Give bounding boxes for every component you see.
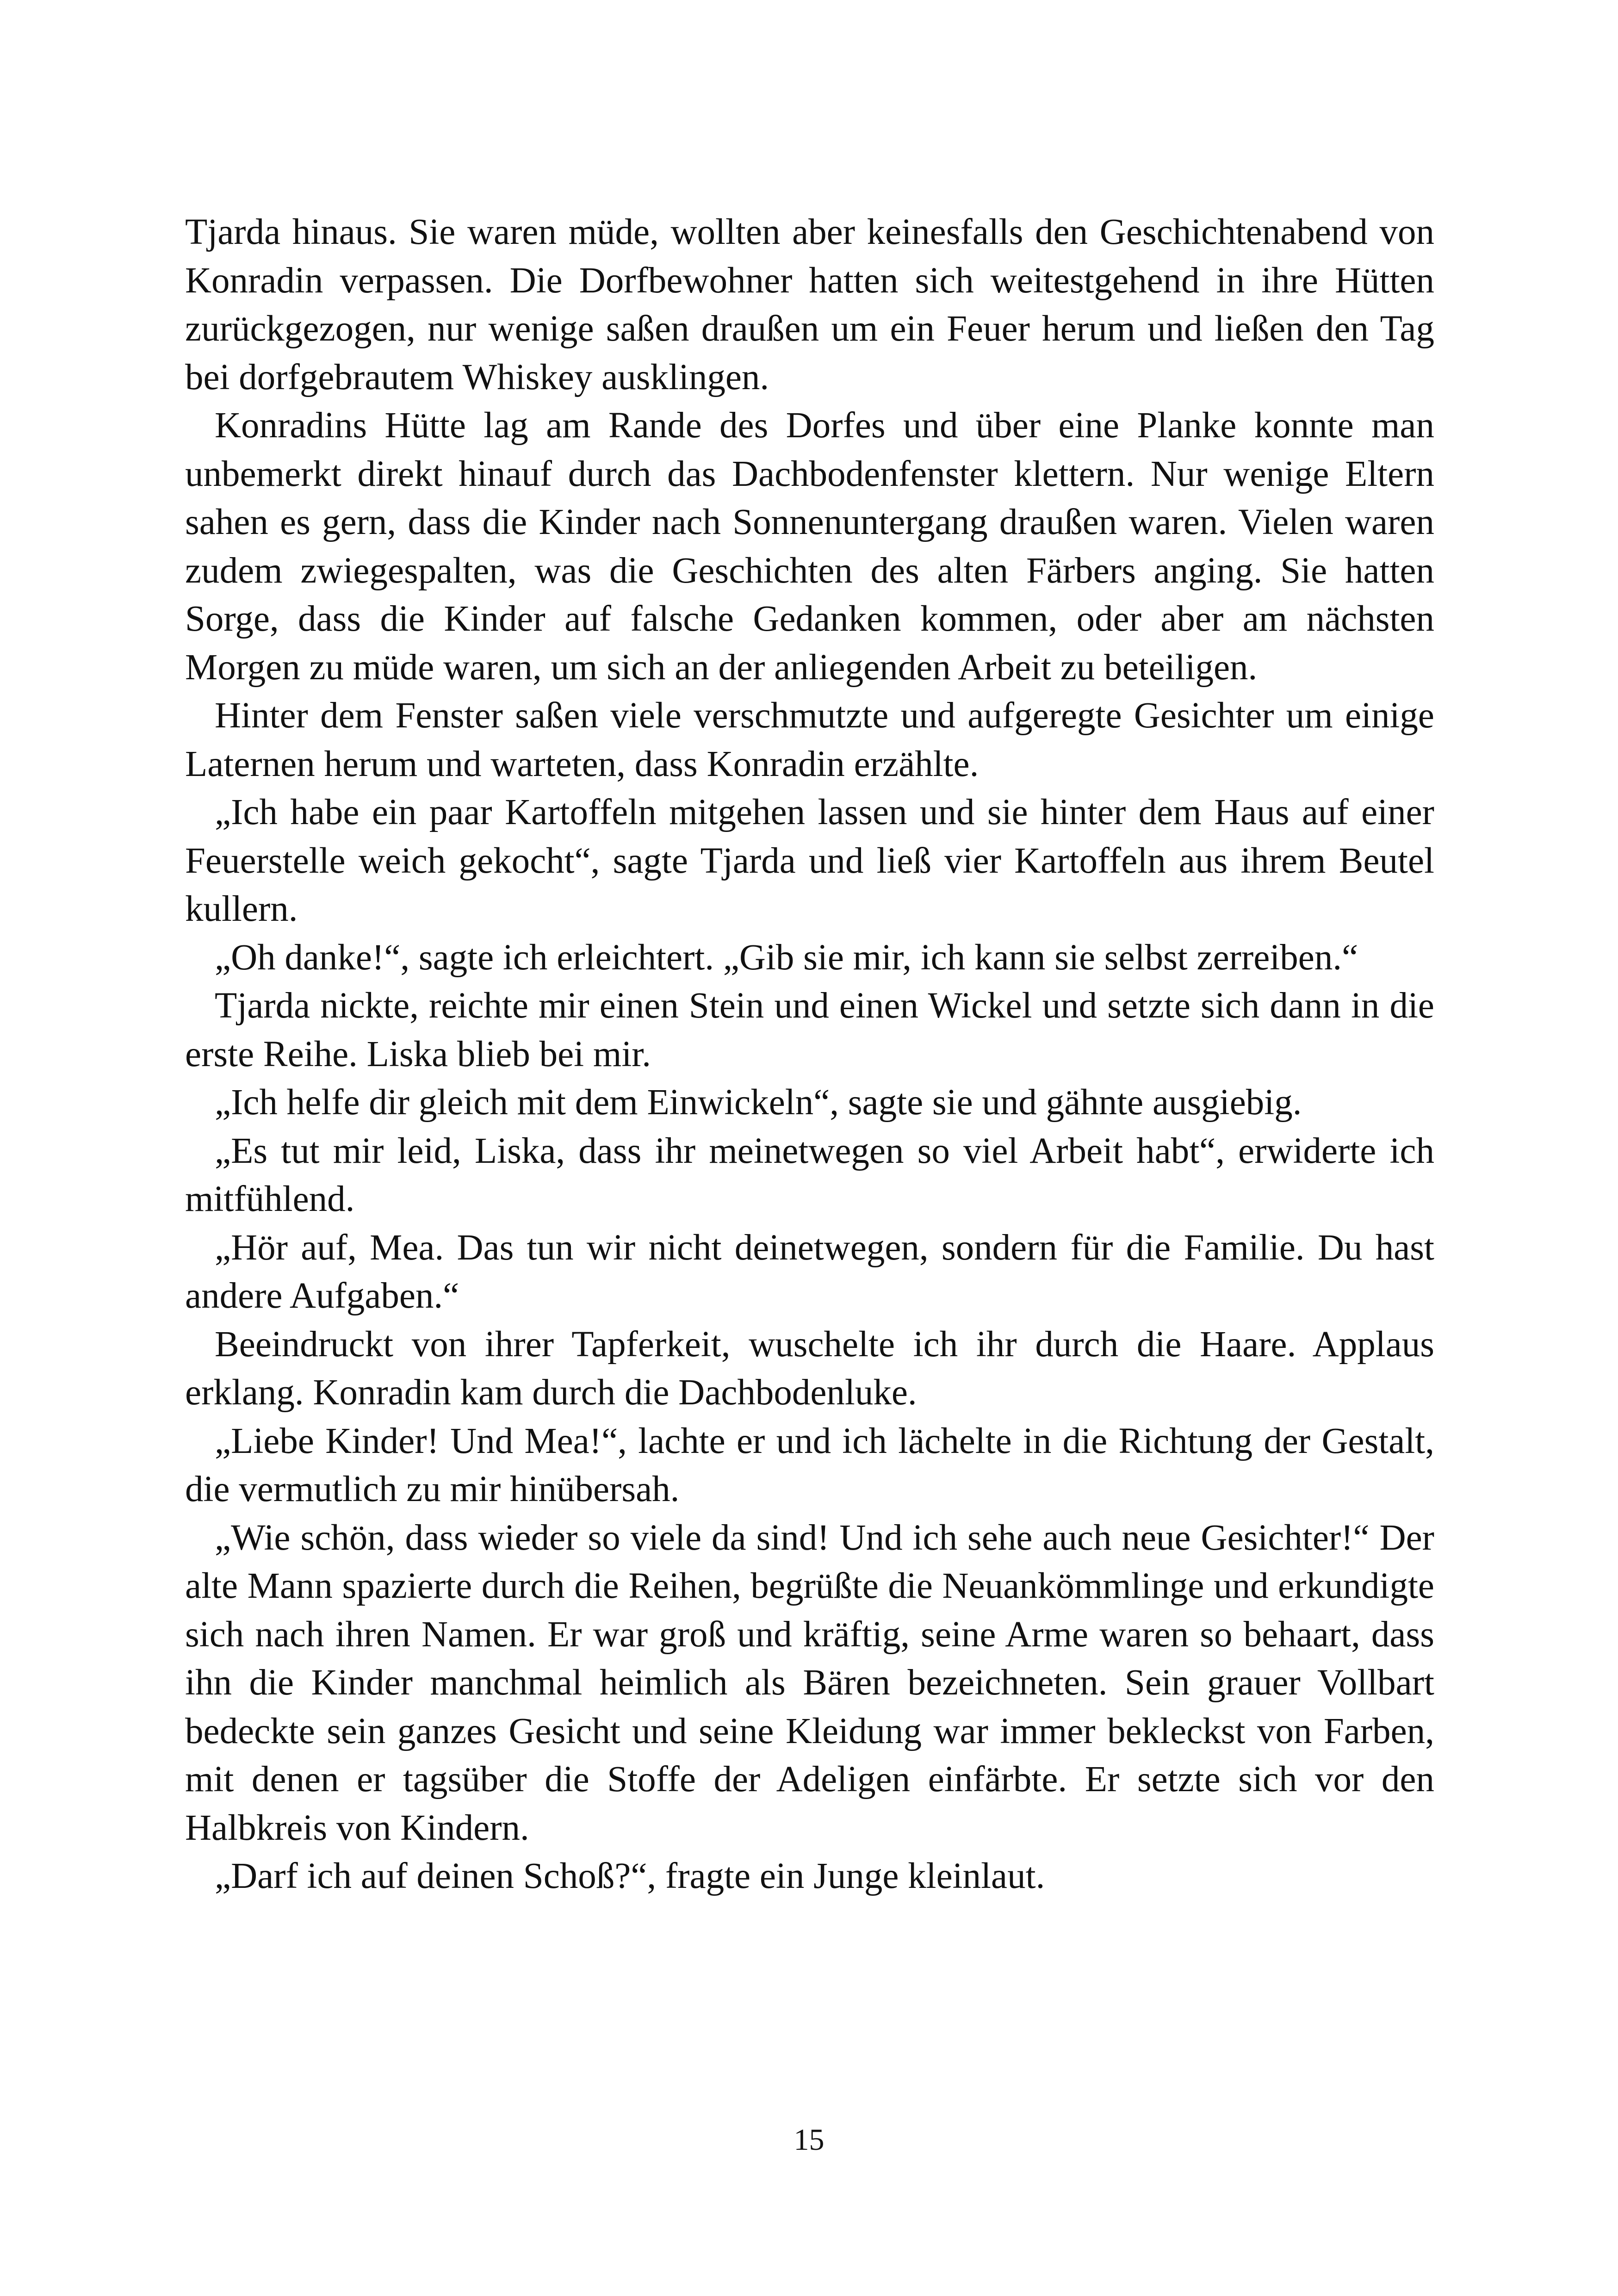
paragraph: Hinter dem Fenster saßen viele verschmutzte und aufgeregte Gesichter um einige Laternen herum und warteten, dass Konradin erzählte. (185, 695, 1434, 784)
paragraph: „Ich helfe dir gleich mit dem Einwickeln“, sagte sie und gähnte ausgiebig. (215, 1082, 1302, 1123)
paragraph: Konradins Hütte lag am Rande des Dorfes und über eine Planke konnte man unbemerkt direkt hinauf durch das Dachbodenfenster klettern. Nur wenige Eltern sahen es gern, dass die Kinder nach Sonnenuntergang draußen waren. Vielen waren zudem zwiegespalten, was die Geschichten des alten Färbers anging. Sie hatten Sorge, dass die Kinder auf falsche Gedanken kommen, oder aber am nächsten Morgen zu müde waren, um sich an der anliegenden Arbeit zu beteiligen. (185, 405, 1434, 688)
paragraph: „Oh danke!“, sagte ich erleichtert. „Gib sie mir, ich kann sie selbst zerreiben.“ (215, 937, 1358, 978)
page-body-text (185, 208, 1434, 1901)
paragraph: „Hör auf, Mea. Das tun wir nicht deinetwegen, sondern für die Familie. Du hast andere Aufgaben.“ (185, 1227, 1434, 1316)
paragraph: Beeindruckt von ihrer Tapferkeit, wuschelte ich ihr durch die Haare. Applaus erklang. Konradin kam durch die Dachbodenluke. (185, 1324, 1434, 1413)
paragraph: Tjarda hinaus. Sie waren müde, wollten aber keinesfalls den Geschichtenabend von Konradin verpassen. Die Dorfbewohner hatten sich weitestgehend in ihre Hütten zurückgezogen, nur wenige saßen draußen um ein Feuer herum und ließen den Tag bei dorfgebrautem Whiskey ausklingen. (185, 212, 1434, 397)
paragraph: „Wie schön, dass wieder so viele da sind! Und ich sehe auch neue Gesichter!“ Der alte Mann spazierte durch die Reihen, begrüßte die Neuankömmlinge und erkundigte sich nach ihren Namen. Er war groß und kräftig, seine Arme waren so behaart, dass ihn die Kinder manchmal heimlich als Bären bezeichneten. Sein grauer Vollbart bedeckte sein ganzes Gesicht und seine Kleidung war immer bekleckst von Farben, mit denen er tagsüber die Stoffe der Adeligen einfärbte. Er setzte sich vor den Halbkreis von Kindern. (185, 1517, 1434, 1848)
paragraph: Tjarda nickte, reichte mir einen Stein und einen Wickel und setzte sich dann in die erste Reihe. Liska blieb bei mir. (185, 986, 1434, 1074)
paragraph: „Liebe Kinder! Und Mea!“, lachte er und ich lächelte in die Richtung der Gestalt, die vermutlich zu mir hinübersah. (185, 1421, 1434, 1509)
paragraph: „Ich habe ein paar Kartoffeln mitgehen lassen und sie hinter dem Haus auf einer Feuerstelle weich gekocht“, sagte Tjarda und ließ vier Kartoffeln aus ihrem Beutel kullern. (185, 792, 1434, 929)
paragraph: „Darf ich auf deinen Schoß?“, fragte ein Junge kleinlaut. (215, 1856, 1045, 1896)
page-number: 15 (794, 2123, 824, 2157)
paragraph: „Es tut mir leid, Liska, dass ihr meinetwegen so viel Arbeit habt“, erwiderte ich mitfühlend. (185, 1130, 1434, 1219)
